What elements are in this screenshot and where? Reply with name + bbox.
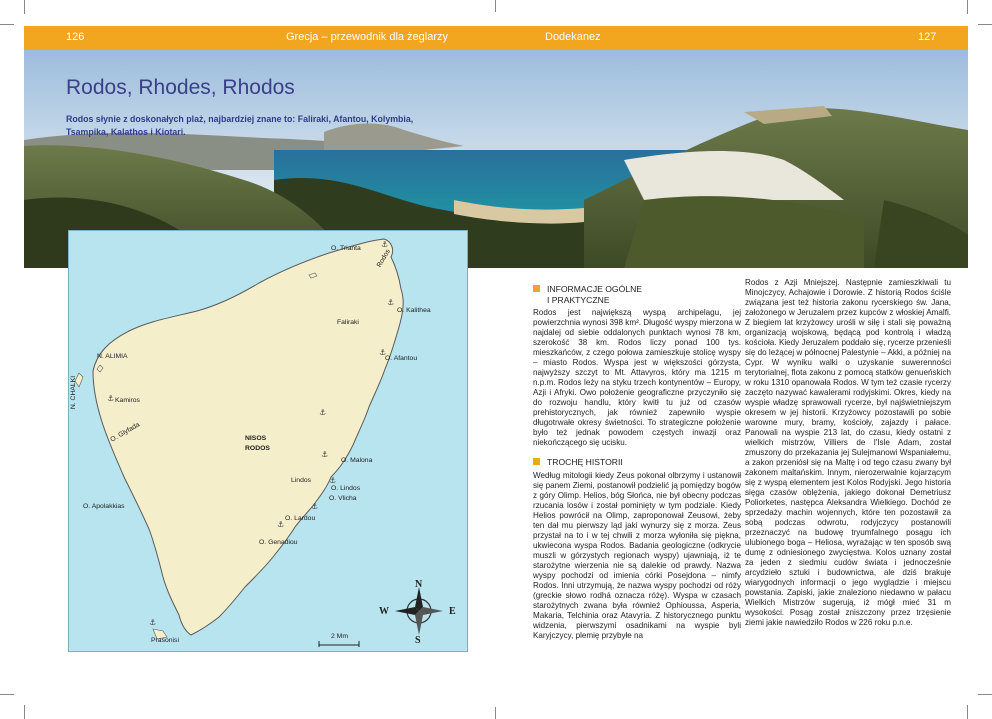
crop-mark [0,24,14,25]
compass-s: S [415,635,421,646]
crop-mark [0,694,14,695]
anchor-icon: ⚓ [381,240,389,249]
page-number-left: 126 [66,31,85,43]
compass-n: N [415,579,423,590]
label-o-lardou: O. Lardou [285,515,316,522]
label-faliraki: Faliraki [337,319,359,326]
compass-w: W [379,606,389,617]
label-n-alimia: N. ALIMIA [97,353,128,360]
label-lindos: Lindos [291,477,312,484]
header-bar [24,26,968,50]
compass-e: E [449,606,456,617]
article-title: Rodos, Rhodes, Rhodos [66,76,295,99]
text-column-2 [745,278,951,637]
label-scale: 2 Mm [331,633,348,640]
anchor-icon: ⚓ [379,348,387,357]
anchor-icon: ⚓ [387,298,395,307]
label-glyfada: O. Glyfada [109,421,142,444]
label-o-afantou: O. Afantou [385,355,418,362]
island-outline [69,231,467,651]
label-o-apolakkias: O. Apolakkias [83,503,125,510]
crop-mark [495,0,496,12]
heading-history-label: TROCHĘ HISTORII [547,457,623,467]
anchor-icon: ⚓ [311,502,319,511]
anchor-icon: ⚓ [277,520,285,529]
heading-line-1: INFORMACJE OGÓLNE [547,284,643,294]
heading-bullet [533,285,540,292]
article-subtitle: Rodos słynie z doskonałych plaż, najbardziej znane to: Faliraki, Afantou, Kolymbia, Tsampika, Kalathos i Kiotari. [66,114,414,137]
label-o-malona: O. Malona [341,457,373,464]
history-paragraph-continued: Rodos z Azji Mniejszej. Następnie zamieszkiwali tu Minojczycy, Achajowie i Dorowie. Z historią Rodos ściśle związana jest też historia zakonu rycerskiego św. Jana, założonego w Jeruzalem przez kupców z włoskiej Amalfi. Z biegiem lat krzyżowcy urośli w siłę i stali się poważną organizacją wojskową, będącą pod kontrolą i władzą kościoła. Kiedy Jeruzalem poddało się, rycerze przenieśli się do leżącej w północnej Palestynie – Akki, a później na Cypr. W wyniku walki o uzyskanie suwerenności terytorialnej, flota zakonu z pomocą statków genueńskich w roku 1310 opanowała Rodos. W tym też czasie rycerzy zaczęto nazywać kawalerami rodyjskimi. Okres, kiedy na wyspie władzę sprawowali rycerze, był najświetniejszym okresem w jej historii. Krzyżowcy pozostawili po sobie warowne mury, bramy, kościoły, zajazdy i pałace. Panowali na wyspie 213 lat, do czasu, kiedy ostatni z wielkich mistrzów, Villiers de l'Isle Adam, został zmuszony do przekazania jej Sulejmanowi Wspaniałemu, a zakon przeniósł się na Maltę i od tego czasu zwany był zakonem maltańskim. Innym, nierozerwalnie kojarzącym się z wyspą elementem jest Kolos Rodyjski. Jego historia sięga czasów oblężenia, jakiego dokonał Demetriusz Poliorketes, następca Aleksandra Wielkiego. Dochód ze sprzedaży machin wojennych, które ten pozostawił za sobą podczas odwrotu, rodyjczycy postanowili przeznaczyć na budowę tryumfalnego posągu ich ulubionego boga – Heliosa, wyrażając w ten sposób swą dumę z odniesionego zwycięstwa. Kolos uznany został za jeden z siedmiu cudów świata i jednocześnie arcydzieło sztuki i budownictwa, ale dziś brakuje wiarygodnych informacji o jego wyglądzie i miejscu powstania. Zapiski, jakie znaleziono niedawno w pałacu Wielkich Mistrzów sugerują, iż mógł mieć 31 m wysokości. Posąg został zniszczony przez trzęsienie ziemi jakie nawiedziło Rodos w 226 roku p.n.e. [745,278,951,627]
rhodes-map [68,230,468,652]
crop-mark [978,24,992,25]
compass-rose [395,587,443,635]
label-o-kalithea: O. Kalithea [397,307,431,314]
crop-mark [978,694,992,695]
crop-mark [495,707,496,719]
crop-mark [24,705,25,719]
section-heading-info [533,284,741,305]
label-o-genadiou: O. Genadiou [259,539,298,546]
crop-mark [967,705,968,719]
label-kamiros: Kamiros [115,397,140,404]
label-rodos-island: RODOS [245,445,270,452]
anchor-icon: ⚓ [321,450,329,459]
page-number-right: 127 [918,31,937,43]
crop-mark [24,0,25,14]
anchor-icon: ⚓ [149,618,157,627]
running-title-right: Dodekanez [545,31,601,43]
section-heading-history [533,457,741,468]
anchor-icon: ⚓ [107,394,115,403]
label-n-chalki: N. CHALKI [70,375,78,410]
history-paragraph: Według mitologii kiedy Zeus pokonał olbrzymy i ustanowił się panem Ziemi, postanowił podzielić ją pomiędzy bogów z góry Olimp. Helios, bóg Słońca, nie był obecny podczas rzucania losów i został pominięty w tym podziale. Kiedy Helios powrócił na Olimp, zaproponował Zeusowi, żeby ten dał mu pierwszy ląd jaki wynurzy się z morza. Zeus przystał na to i w tej chwili z morza wyłoniła się piękna, ukwiecona wyspa Rodos. Badania geologiczne (odkrycie muszli w górzystych regionach wyspy) ujawniają, iż te starożytne wierzenia nie są dalekie od prawdy. Nazwa wyspy pochodzi od imienia córki Posejdona – nimfy Rodos. Inni utrzymują, że nazwa wyspy pochodzi od róży (greckie słowo rodhá oznacza różę). Wyspa w czasach starożytnych zwana była również Ophioussa, Asperia, Makaria, Telchinia oraz Atavyria. Z historycznego punktu widzenia, pierwszymi osadnikami na wyspie byli Karyjczycy, plemię przybyłe na [533,470,741,640]
heading-bullet [533,458,540,465]
text-column-1 [533,282,741,650]
anchor-icon: ⚓ [329,476,337,485]
label-o-vlicha: O. Vlicha [329,495,357,502]
anchor-icon: ⚓ [319,408,327,417]
info-paragraph: Rodos jest największą wyspą archipelagu, jej powierzchnia wynosi 398 km². Długość wyspy mierzona w najdalej od siebie oddalonych punktach wynosi 78 km, szerokość 38 km. Rodos liczy ponad 100 tys. mieszkańców, z czego połowa zamieszkuje stolicę wyspy – miasto Rodos. Wyspa jest w większości górzysta, najwyższy szczyt to Mt. Attavyros, który ma 1215 m n.p.m. Rodos leży na styku trzech kontynentów – Europy, Azji i Afryki. Owo położenie geograficzne przyczyniło się do rozwoju handlu, który kwitł tu już od czasów prehistorycznych, jak również zapewniło wyspie długotrwałe okresy świetności. To strategiczne położenie było też jednak powodem częstych inwazji oraz niekończącego się ucisku. [533,308,741,447]
label-rodos: Rodos [375,248,392,269]
label-nisos: NISOS [245,435,267,442]
crop-mark [967,0,968,14]
heading-line-2: I PRAKTYCZNE [547,294,610,305]
label-o-trianta: O. Trianta [331,245,361,252]
label-prasonisi: Prasonisi [151,637,179,644]
label-o-lindos: O. Lindos [331,485,361,492]
running-title-left: Grecja – przewodnik dla żeglarzy [286,31,449,43]
